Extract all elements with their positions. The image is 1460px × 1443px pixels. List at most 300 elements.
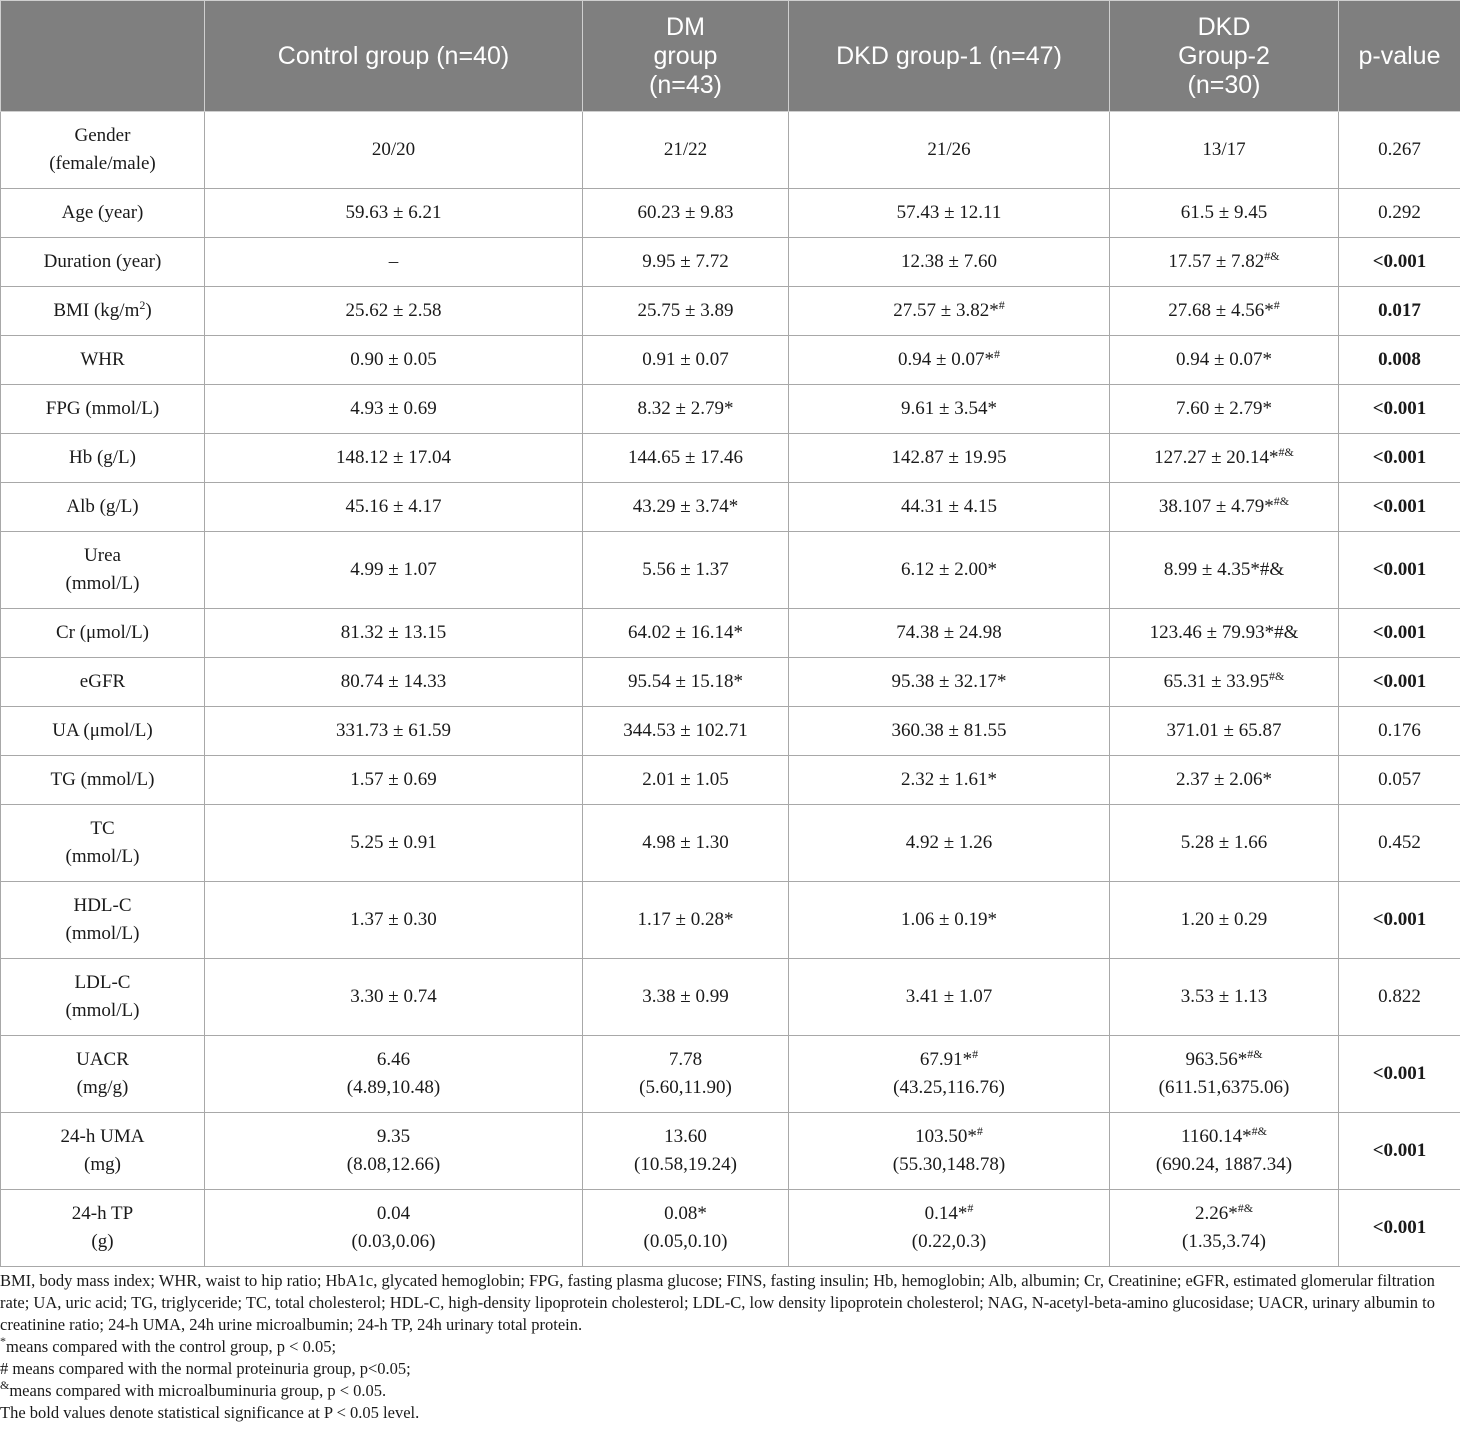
data-cell: [789, 434, 1110, 483]
cell-value: 3.30 ± 0.74: [350, 986, 437, 1007]
cell-line: [589, 493, 782, 521]
data-cell: [789, 287, 1110, 336]
column-header-line: (n=43): [649, 70, 722, 99]
cell-value: 57.43 ± 12.11: [896, 202, 1002, 223]
data-cell: [1110, 287, 1339, 336]
data-cell: [583, 336, 789, 385]
table-row: [1, 1036, 1460, 1113]
data-cell: [789, 1113, 1110, 1190]
table-row: [1, 483, 1460, 532]
data-cell: [583, 112, 789, 189]
data-cell: [205, 189, 583, 238]
row-label-line: Gender: [74, 125, 131, 146]
cell-line: [795, 1123, 1103, 1151]
cell-value: 142.87 ± 19.95: [891, 447, 1007, 468]
cell-line: [1116, 1074, 1332, 1102]
cell-value: (8.08,12.66): [346, 1154, 441, 1175]
significance-marker: #&: [1237, 1201, 1254, 1215]
p-value-cell: 0.452: [1339, 805, 1460, 882]
cell-line: [211, 199, 576, 227]
cell-line: [795, 1200, 1103, 1228]
cell-value: 9.61 ± 3.54*: [901, 398, 997, 419]
table-row: [1, 756, 1460, 805]
column-header: [1110, 1, 1339, 112]
data-cell: [205, 112, 583, 189]
data-cell: [1110, 959, 1339, 1036]
cell-value: 3.38 ± 0.99: [642, 986, 729, 1007]
cell-line: [1116, 395, 1332, 423]
data-cell: [1110, 189, 1339, 238]
cell-value: 360.38 ± 81.55: [891, 720, 1007, 741]
column-header: [789, 1, 1110, 112]
cell-value: 4.98 ± 1.30: [642, 832, 729, 853]
row-label-line: (mg/g): [76, 1077, 129, 1098]
data-cell: [205, 434, 583, 483]
data-cell: [789, 882, 1110, 959]
cell-value: 963.56*: [1185, 1049, 1248, 1070]
row-label-line: (g): [91, 1231, 114, 1252]
cell-value: 3.41 ± 1.07: [905, 986, 993, 1007]
data-cell: [1110, 238, 1339, 287]
table-header-row: [1, 1, 1460, 112]
cell-line: [211, 136, 576, 164]
cell-line: [589, 297, 782, 325]
cell-line: [1116, 556, 1332, 584]
cell-value: 95.38 ± 32.17*: [891, 671, 1007, 692]
data-cell: [789, 112, 1110, 189]
column-header-line: p-value: [1358, 41, 1441, 70]
column-header-line: DKD group-1 (n=47): [836, 41, 1062, 70]
cell-value: 371.01 ± 65.87: [1166, 720, 1282, 741]
cell-line: [1116, 136, 1332, 164]
data-cell: [205, 532, 583, 609]
data-cell: [789, 959, 1110, 1036]
cell-line: [795, 346, 1103, 374]
row-label-line: FPG (mmol/L): [45, 398, 160, 419]
row-label-line: TG (mmol/L): [50, 769, 155, 790]
cell-value: 8.32 ± 2.79*: [637, 398, 734, 419]
cell-value: 2.37 ± 2.06*: [1176, 769, 1272, 790]
cell-line: [795, 717, 1103, 745]
data-cell: [1110, 609, 1339, 658]
data-cell: [1110, 385, 1339, 434]
cell-value: 20/20: [371, 139, 416, 160]
data-cell: [1110, 756, 1339, 805]
table-row: [1, 532, 1460, 609]
data-cell: [205, 609, 583, 658]
cell-line: [795, 556, 1103, 584]
cell-line: [211, 297, 576, 325]
data-cell: [205, 1036, 583, 1113]
data-cell: [1110, 434, 1339, 483]
cell-line: [795, 1074, 1103, 1102]
data-cell: [583, 658, 789, 707]
data-cell: [789, 658, 1110, 707]
cell-line: [589, 346, 782, 374]
cell-value: 43.29 ± 3.74*: [632, 496, 739, 517]
p-value-cell: 0.017: [1339, 287, 1460, 336]
cell-line: [589, 983, 782, 1011]
row-label-line: 24-h TP: [71, 1203, 134, 1224]
cell-line: [795, 906, 1103, 934]
cell-value: 0.94 ± 0.07*: [898, 349, 994, 370]
data-cell: [583, 609, 789, 658]
table-row: [1, 609, 1460, 658]
footnote-ampersand: &means compared with microalbuminuria group, p < 0.05.: [0, 1378, 387, 1400]
cell-value: 25.62 ± 2.58: [345, 300, 442, 321]
data-cell: [205, 707, 583, 756]
cell-value: 0.94 ± 0.07*: [1176, 349, 1272, 370]
footnote-star: *means compared with the control group, p < 0.05;: [0, 1334, 337, 1356]
cell-value: 0.91 ± 0.07: [642, 349, 729, 370]
row-label-line: Urea: [84, 545, 121, 566]
row-label-line: (female/male): [49, 153, 156, 174]
column-header: [205, 1, 583, 112]
cell-line: [589, 766, 782, 794]
table-row: [1, 112, 1460, 189]
cell-value: 27.68 ± 4.56*: [1168, 300, 1274, 321]
table-row: [1, 434, 1460, 483]
table-row: [1, 805, 1460, 882]
row-label: [1, 112, 205, 189]
row-label-line: (mmol/L): [65, 846, 140, 867]
cell-line: [589, 248, 782, 276]
row-label: [1, 238, 205, 287]
cell-line: [795, 297, 1103, 325]
data-cell: [1110, 483, 1339, 532]
p-value-cell: <0.001: [1339, 483, 1460, 532]
cell-line: [589, 1123, 782, 1151]
row-label: [1, 756, 205, 805]
data-cell: [1110, 1036, 1339, 1113]
cell-value: 5.25 ± 0.91: [350, 832, 437, 853]
column-header: [1339, 1, 1460, 112]
data-cell: [205, 756, 583, 805]
significance-marker: #: [1273, 298, 1280, 312]
cell-value: 4.92 ± 1.26: [905, 832, 993, 853]
data-cell: [789, 1036, 1110, 1113]
cell-line: [211, 1200, 576, 1228]
cell-value: (43.25,116.76): [893, 1077, 1005, 1098]
significance-marker: #: [976, 1124, 983, 1138]
data-cell: [1110, 707, 1339, 756]
data-cell: [789, 238, 1110, 287]
cell-line: [211, 1046, 576, 1074]
row-label-line: HDL-C: [73, 895, 132, 916]
data-cell: [205, 882, 583, 959]
row-label: [1, 434, 205, 483]
cell-value: 25.75 ± 3.89: [637, 300, 734, 321]
cell-value: 344.53 ± 102.71: [623, 720, 748, 741]
row-label-line: UA (μmol/L): [52, 720, 153, 741]
cell-line: [1116, 766, 1332, 794]
column-header-line: Control group (n=40): [277, 41, 510, 70]
p-value-cell: <0.001: [1339, 882, 1460, 959]
significance-marker: #&: [1251, 1124, 1267, 1138]
cell-line: [589, 619, 782, 647]
table-row: [1, 385, 1460, 434]
column-header-line: Group-2: [1178, 41, 1270, 70]
cell-value: 2.32 ± 1.61*: [901, 769, 997, 790]
significance-marker: #&: [1269, 669, 1285, 683]
p-value-cell: <0.001: [1339, 1190, 1460, 1267]
data-cell: [789, 1190, 1110, 1267]
data-cell: [205, 385, 583, 434]
cell-value: 9.95 ± 7.72: [642, 251, 729, 272]
data-cell: [789, 609, 1110, 658]
column-header-line: DKD: [1197, 12, 1251, 41]
cell-value: 103.50*: [915, 1126, 977, 1147]
p-value-cell: 0.292: [1339, 189, 1460, 238]
cell-value: 12.38 ± 7.60: [901, 251, 997, 272]
table-row: [1, 1190, 1460, 1267]
significance-marker: #&: [1247, 1047, 1263, 1061]
row-label-line: TC: [90, 818, 115, 839]
data-cell: [205, 658, 583, 707]
p-value-cell: 0.267: [1339, 112, 1460, 189]
cell-line: [795, 1151, 1103, 1179]
cell-line: [211, 1074, 576, 1102]
row-label-line: (mmol/L): [65, 573, 140, 594]
cell-value: 5.56 ± 1.37: [642, 559, 729, 580]
data-cell: [583, 882, 789, 959]
row-label: [1, 658, 205, 707]
cell-line: [211, 395, 576, 423]
data-cell: [789, 189, 1110, 238]
row-label: [1, 336, 205, 385]
cell-line: [211, 1151, 576, 1179]
cell-line: [589, 444, 782, 472]
cell-value: 21/22: [663, 139, 708, 160]
data-cell: [789, 756, 1110, 805]
cell-line: [589, 906, 782, 934]
data-cell: [583, 287, 789, 336]
cell-value: (1.35,3.74): [1182, 1231, 1266, 1252]
data-cell: [583, 189, 789, 238]
cell-line: [1116, 1151, 1332, 1179]
column-header: [583, 1, 789, 112]
cell-line: [589, 829, 782, 857]
data-cell: [205, 805, 583, 882]
cell-line: [211, 668, 576, 696]
cell-value: 1160.14*: [1181, 1126, 1252, 1147]
cell-line: [1116, 829, 1332, 857]
cell-line: [589, 136, 782, 164]
data-cell: [205, 238, 583, 287]
row-label-line: Hb (g/L): [68, 447, 136, 468]
cell-line: [1116, 346, 1332, 374]
data-cell: [1110, 658, 1339, 707]
cell-line: [1116, 444, 1332, 472]
cell-line: [211, 493, 576, 521]
cell-line: [1116, 248, 1332, 276]
p-value-cell: <0.001: [1339, 1113, 1460, 1190]
cell-value: –: [388, 251, 399, 272]
cell-line: [589, 395, 782, 423]
cell-value: 127.27 ± 20.14*: [1154, 447, 1279, 468]
p-value-cell: 0.176: [1339, 707, 1460, 756]
cell-line: [589, 1151, 782, 1179]
cell-value: 7.78: [668, 1049, 703, 1070]
cell-value: 38.107 ± 4.79*: [1158, 496, 1274, 517]
cell-value: 6.12 ± 2.00*: [901, 559, 997, 580]
cell-line: [211, 906, 576, 934]
row-label: [1, 609, 205, 658]
cell-value: 81.32 ± 13.15: [340, 622, 447, 643]
cell-line: [589, 1046, 782, 1074]
significance-marker: #&: [1273, 494, 1290, 508]
cell-value: 2.01 ± 1.05: [642, 769, 729, 790]
row-label: [1, 959, 205, 1036]
cell-line: [795, 444, 1103, 472]
cell-value: 2.26*: [1194, 1203, 1238, 1224]
row-label-line: (mmol/L): [65, 923, 140, 944]
table-row: [1, 959, 1460, 1036]
row-label: [1, 1036, 205, 1113]
data-cell: [583, 238, 789, 287]
cell-value: (611.51,6375.06): [1158, 1077, 1290, 1098]
data-cell: [205, 336, 583, 385]
cell-value: (10.58,19.24): [634, 1154, 737, 1175]
cell-value: 59.63 ± 6.21: [345, 202, 442, 223]
cell-line: [795, 248, 1103, 276]
cell-value: 1.06 ± 0.19*: [901, 909, 997, 930]
cell-value: 331.73 ± 61.59: [336, 720, 451, 741]
row-label: [1, 189, 205, 238]
data-cell: [1110, 532, 1339, 609]
row-label-line: Cr (μmol/L): [55, 622, 150, 643]
data-cell: [789, 483, 1110, 532]
footnote-hash: # means compared with the normal proteinuria group, p<0.05;: [0, 1359, 411, 1378]
row-label: [1, 385, 205, 434]
cell-value: 7.60 ± 2.79*: [1176, 398, 1272, 419]
data-cell: [1110, 882, 1339, 959]
p-value-cell: <0.001: [1339, 609, 1460, 658]
table-row: [1, 336, 1460, 385]
cell-line: [1116, 1228, 1332, 1256]
cell-line: [589, 668, 782, 696]
data-cell: [205, 1190, 583, 1267]
cell-value: 45.16 ± 4.17: [345, 496, 442, 517]
data-cell: [1110, 112, 1339, 189]
p-value-cell: <0.001: [1339, 385, 1460, 434]
column-header: [1, 1, 205, 112]
data-cell: [583, 1113, 789, 1190]
data-cell: [205, 959, 583, 1036]
cell-line: [211, 619, 576, 647]
cell-value: 148.12 ± 17.04: [336, 447, 451, 468]
cell-value: 60.23 ± 9.83: [637, 202, 734, 223]
data-cell: [789, 336, 1110, 385]
cell-value: 44.31 ± 4.15: [901, 496, 997, 517]
row-label: [1, 532, 205, 609]
row-label: [1, 287, 205, 336]
cell-line: [795, 493, 1103, 521]
cell-value: 4.93 ± 0.69: [350, 398, 437, 419]
cell-value: 0.04: [376, 1203, 411, 1224]
cell-line: [1116, 1200, 1332, 1228]
cell-value: 67.91*: [919, 1049, 973, 1070]
table-row: [1, 189, 1460, 238]
cell-value: 1.20 ± 0.29: [1180, 909, 1268, 930]
p-value-cell: <0.001: [1339, 658, 1460, 707]
cell-value: (690.24, 1887.34): [1155, 1154, 1293, 1175]
row-label: [1, 1190, 205, 1267]
cell-value: (0.05,0.10): [643, 1231, 728, 1252]
cell-value: (4.89,10.48): [346, 1077, 441, 1098]
cell-line: [211, 766, 576, 794]
data-cell: [583, 483, 789, 532]
p-value-cell: 0.822: [1339, 959, 1460, 1036]
cell-value: (0.03,0.06): [351, 1231, 436, 1252]
column-header-line: group: [653, 41, 718, 70]
table-row: [1, 882, 1460, 959]
data-cell: [1110, 805, 1339, 882]
data-cell: [583, 1036, 789, 1113]
p-value-cell: <0.001: [1339, 1036, 1460, 1113]
cell-line: [1116, 668, 1332, 696]
cell-line: [1116, 493, 1332, 521]
cell-line: [795, 619, 1103, 647]
p-value-cell: <0.001: [1339, 434, 1460, 483]
cell-line: [211, 346, 576, 374]
cell-value: 6.46: [376, 1049, 411, 1070]
cell-line: [1116, 619, 1332, 647]
table-row: [1, 287, 1460, 336]
p-value-cell: 0.008: [1339, 336, 1460, 385]
data-cell: [789, 385, 1110, 434]
cell-line: [795, 766, 1103, 794]
row-label: [1, 805, 205, 882]
cell-value: 123.46 ± 79.93*#&: [1149, 622, 1299, 643]
cell-value: 1.57 ± 0.69: [350, 769, 437, 790]
cell-value: (55.30,148.78): [892, 1154, 1006, 1175]
cell-value: 61.5 ± 9.45: [1180, 202, 1268, 223]
row-label: [1, 707, 205, 756]
cell-value: 1.37 ± 0.30: [350, 909, 437, 930]
cell-line: [211, 248, 576, 276]
cell-value: 5.28 ± 1.66: [1180, 832, 1268, 853]
cell-value: 95.54 ± 15.18*: [628, 671, 743, 692]
cell-line: [795, 668, 1103, 696]
row-label: [1, 882, 205, 959]
row-label-line: WHR: [80, 349, 125, 370]
cell-line: [1116, 1123, 1332, 1151]
cell-line: [589, 1228, 782, 1256]
cell-line: [211, 1123, 576, 1151]
data-cell: [583, 707, 789, 756]
cell-value: 17.57 ± 7.82: [1168, 251, 1265, 272]
p-value-cell: <0.001: [1339, 532, 1460, 609]
cell-line: [1116, 297, 1332, 325]
footnote-bold-note: The bold values denote statistical significance at P < 0.05 level.: [0, 1403, 420, 1422]
table-row: [1, 1113, 1460, 1190]
cell-value: 13.60: [664, 1126, 707, 1147]
significance-marker: #: [993, 347, 1000, 361]
p-value-cell: <0.001: [1339, 238, 1460, 287]
row-label-line: 24-h UMA: [60, 1126, 145, 1147]
row-label: [1, 1113, 205, 1190]
data-cell: [205, 483, 583, 532]
cell-line: [211, 829, 576, 857]
cell-line: [1116, 983, 1332, 1011]
table-footnotes: [0, 1270, 1458, 1424]
row-label-line: (mmol/L): [65, 1000, 140, 1021]
table-row: [1, 658, 1460, 707]
data-cell: [1110, 336, 1339, 385]
cell-value: 4.99 ± 1.07: [350, 559, 437, 580]
p-value-cell: 0.057: [1339, 756, 1460, 805]
